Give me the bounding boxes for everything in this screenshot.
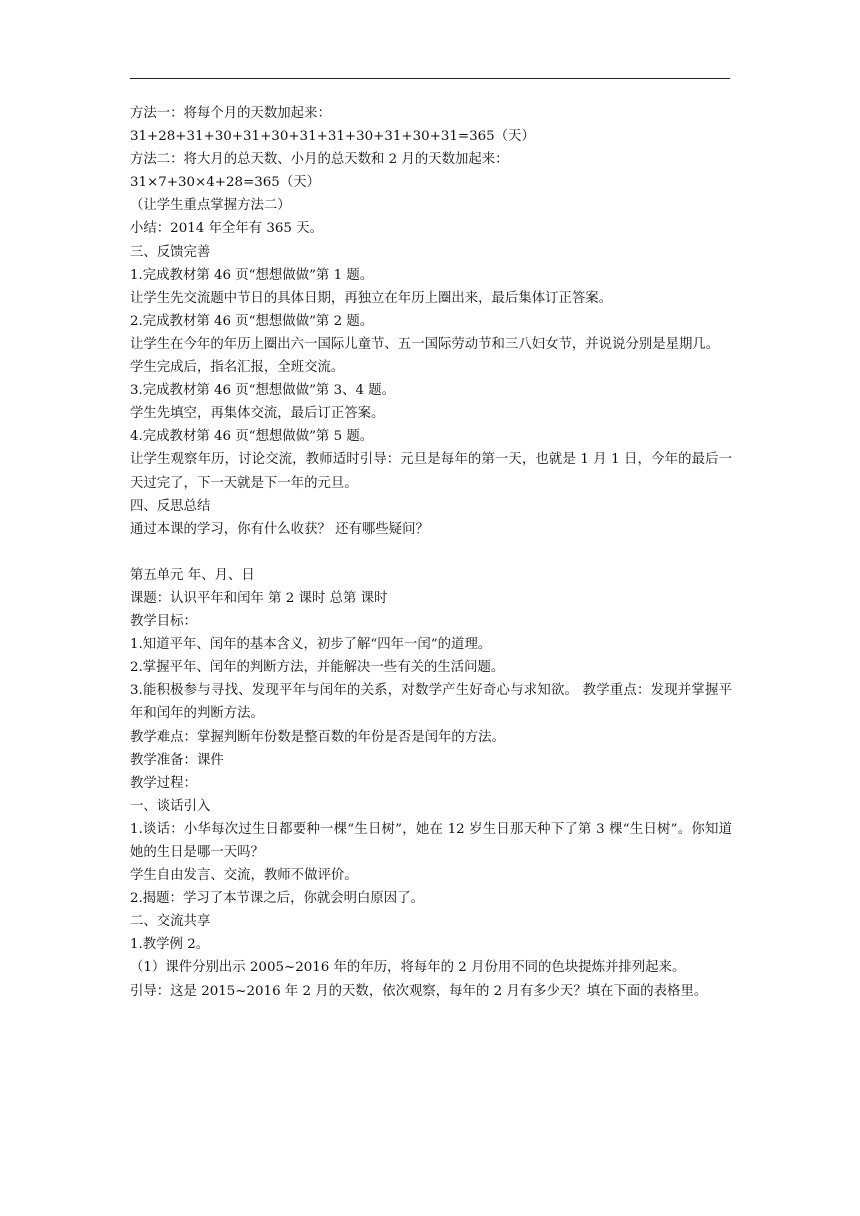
- exercise-3: 3.完成教材第 46 页“想想做做”第 3、4 题。: [130, 383, 396, 399]
- unit-title: 第五单元 年、月、日: [130, 567, 255, 583]
- method-two-formula: 31×7+30×4+28=365（天）: [130, 175, 320, 191]
- teaching-preparation: 教学准备：课件: [130, 752, 224, 768]
- document-body: [130, 102, 732, 1003]
- teaching-process-heading: 教学过程：: [130, 775, 197, 791]
- section-heading-introduction: 一、谈话引入: [130, 798, 211, 814]
- section-heading-feedback: 三、反馈完善: [130, 244, 211, 260]
- lesson-title: 课题：认识平年和闰年 第 2 课时 总第 课时: [130, 590, 388, 606]
- goal-3-and-key-point: 3.能积极参与寻找、发现平年与闰年的关系，对数学产生好奇心与求知欲。 教学重点：发现并掌握平年和闰年的判断方法。: [130, 683, 732, 722]
- teaching-note: （让学生重点掌握方法二）: [130, 198, 291, 214]
- example-2-step-1: （1）课件分别出示 2005~2016 年的年历，将每年的 2 月份用不同的色块提炼并排列起来。: [130, 960, 686, 976]
- example-2-guidance: 引导：这是 2015~2016 年 2 月的天数，依次观察，每年的 2 月有多少天？填在下面的表格里。: [130, 983, 708, 999]
- summary-line: 小结：2014 年全年有 365 天。: [130, 221, 323, 237]
- teaching-difficulty: 教学难点：掌握判断年份数是整百数的年份是否是闰年的方法。: [130, 729, 505, 745]
- section-heading-sharing: 二、交流共享: [130, 914, 211, 930]
- example-2-heading: 1.教学例 2。: [130, 937, 210, 953]
- exercise-1: 1.完成教材第 46 页“想想做做”第 1 题。: [130, 267, 374, 283]
- introduction-response: 学生自由发言、交流，教师不做评价。: [130, 868, 358, 884]
- exercise-4-instructions: 让学生观察年历，讨论交流，教师适时引导：元旦是每年的第一天，也就是 1 月 1 日，今年的最后一天过完了，下一天就是下一年的元旦。: [130, 452, 732, 491]
- method-two-heading: 方法二：将大月的总天数、小月的总天数和 2 月的天数加起来：: [130, 152, 509, 168]
- teaching-goals-heading: 教学目标：: [130, 614, 197, 630]
- exercise-2: 2.完成教材第 46 页“想想做做”第 2 题。: [130, 313, 374, 329]
- introduction-talk: 1.谈话：小华每次过生日都要种一棵“生日树”，她在 12 岁生日那天种下了第 3 棵“生日树”。你知道她的生日是哪一天吗？: [130, 821, 732, 860]
- header-rule: [130, 78, 730, 79]
- exercise-1-instructions: 让学生先交流题中节日的具体日期，再独立在年历上圈出来，最后集体订正答案。: [130, 290, 613, 306]
- topic-reveal: 2.揭题：学习了本节课之后，你就会明白原因了。: [130, 891, 424, 907]
- method-one-heading: 方法一：将每个月的天数加起来：: [130, 106, 331, 121]
- reflection-question: 通过本课的学习，你有什么收获？ 还有哪些疑问？: [130, 521, 429, 537]
- goal-1: 1.知道平年、闰年的基本含义，初步了解“四年一闰”的道理。: [130, 637, 492, 653]
- blank-line: [130, 541, 732, 564]
- goal-2: 2.掌握平年、闰年的判断方法，并能解决一些有关的生活问题。: [130, 660, 505, 676]
- exercise-2-followup: 学生完成后，指名汇报，全班交流。: [130, 360, 345, 376]
- section-heading-reflection: 四、反思总结: [130, 498, 211, 514]
- exercise-3-instructions: 学生先填空，再集体交流，最后订正答案。: [130, 406, 385, 422]
- exercise-4: 4.完成教材第 46 页“想想做做”第 5 题。: [130, 429, 374, 445]
- method-one-formula: 31+28+31+30+31+30+31+31+30+31+30+31=365（天）: [130, 129, 535, 145]
- exercise-2-instructions: 让学生在今年的年历上圈出六一国际儿童节、五一国际劳动节和三八妇女节，并说说分别是星期几。: [130, 336, 720, 352]
